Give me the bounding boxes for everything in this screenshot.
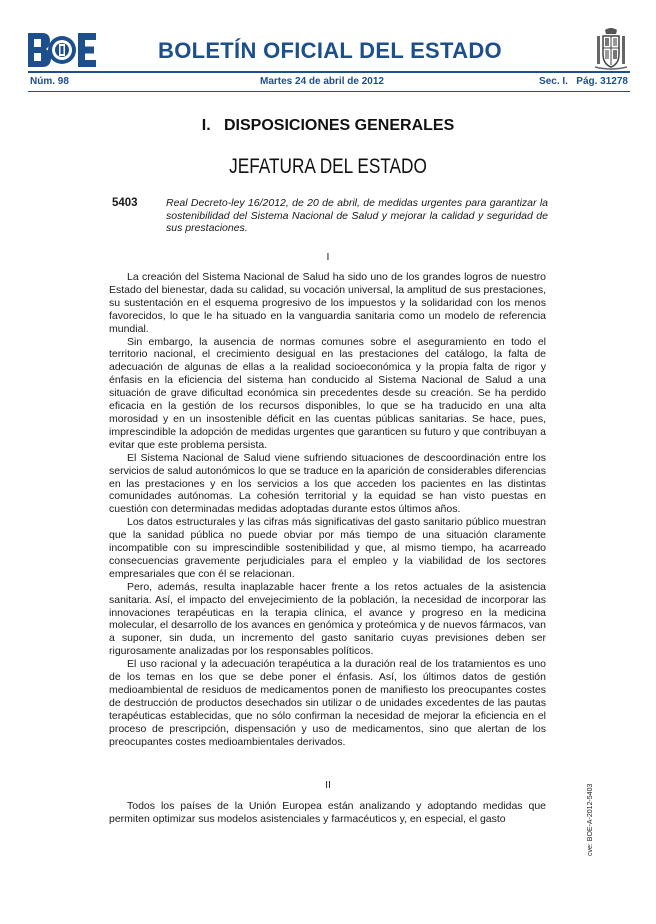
paragraph: El uso racional y la adecuación terapéutica a la duración real de los tratamientos es uno de los temas en los que se debe poner el énfasis. Así, los últimos datos de gestión medioambiental de residuos de medicamentos ponen de manifiesto los preocupantes costes de destrucción de productos desechados sin utilizar o de unidades excedentes de las pautas terapéuticas establecidas, que no sólo confirman la necesidad de mejorar la eficiencia en el proceso de prescripción, dispensación y uso de medicamentos, sino que alertan de los preocupantes costes medioambientales derivados. (109, 658, 546, 748)
body-text-2 (109, 800, 546, 826)
chapter-heading-2: II (325, 779, 331, 791)
boe-logo (28, 33, 96, 67)
paragraph: Todos los países de la Unión Europea están analizando y adoptando medidas que permiten optimizar sus modelos asistenciales y farmacéuticos y, en especial, el gasto (109, 800, 546, 825)
issue-date: Martes 24 de abril de 2012 (260, 76, 384, 87)
newspaper-title: BOLETÍN OFICIAL DEL ESTADO (158, 38, 502, 63)
organization-heading: JEFATURA DEL ESTADO (229, 155, 427, 178)
document-code: cve: BOE-A-2012-5403 (587, 783, 594, 856)
decree-title: Real Decreto-ley 16/2012, de 20 de abril, de medidas urgentes para garantizar la sostenibilidad del Sistema Nacional de Salud y mejorar la calidad y seguridad de sus prestaciones. (166, 197, 548, 235)
issue-number: Núm. 98 (30, 76, 69, 87)
section-page: Sec. I. Pág. 31278 (539, 76, 628, 87)
section-heading: I. DISPOSICIONES GENERALES (201, 117, 455, 134)
paragraph: Pero, además, resulta inaplazable hacer frente a los retos actuales de la asistencia sanitaria. Así, el impacto del envejecimiento de la población, la necesidad de incorporar las innovaciones terapéuticas en la terapia clínica, el avance y progreso en la medicina molecular, el desarrollo de los avances en genómica y proteómica y de nuevos fármacos, van a suponer, sin duda, un incremento del gasto sanitario cuyas previsiones deben ser rigurosamente analizadas por los responsables políticos. (109, 580, 546, 658)
body-text (109, 271, 546, 749)
paragraph: Los datos estructurales y las cifras más significativas del gasto sanitario público muestran que la sanidad pública no puede obviar por más tiempo de una situación claramente incompatible con su imprescindible sostenibilidad y que, al mismo tiempo, ha acarreado consecuencias gravemente perjudiciales para el empleo y la viabilidad de los sectores empresariales que con él se relacionan. (109, 516, 546, 580)
page-header (28, 33, 630, 69)
paragraph: Sin embargo, la ausencia de normas comunes sobre el aseguramiento en todo el territorio nacional, el crecimiento desigual en las prestaciones del catálogo, la falta de adecuación de algunas de ellas a la realidad socioeconómica y la propia falta de rigor y énfasis en la eficiencia del sistema han conducido al Sistema Nacional de Salud a una situación de grave dificultad económica sin precedentes desde su creación. Se ha perdido eficacia en la gestión de los recursos disponibles, lo que se ha traducido en una alta morosidad y en un insostenible déficit en las cuentas públicas sanitarias. Se hace, pues, imprescindible la adopción de medidas urgentes que garanticen su futuro y que contribuyan a evitar que este problema persista. (109, 335, 546, 451)
chapter-heading-1: I (326, 251, 330, 263)
header-rule (28, 71, 630, 73)
paragraph: El Sistema Nacional de Salud viene sufriendo situaciones de descoordinación entre los servicios de salud autonómicos lo que se traduce en la aparición de considerables diferencias en las prestaciones y en los servicios a los que acceden los pacientes en las distintas comunidades autónomas. La cohesión territorial y la equidad se han visto puestas en cuestión con determinadas medidas adoptadas durante estos últimos años. (109, 451, 546, 516)
coat-of-arms-icon (594, 27, 628, 71)
meta-rule (28, 91, 630, 92)
paragraph: La creación del Sistema Nacional de Salud ha sido uno de los grandes logros de nuestro Estado del bienestar, dada su calidad, su vocación universal, la amplitud de sus prestaciones, su sustentación en el esquema progresivo de los impuestos y la solidaridad con los menos favorecidos, lo que le ha situado en la vanguardia sanitaria como un modelo de referencia mundial. (109, 271, 546, 335)
decree-number: 5403 (112, 197, 138, 209)
